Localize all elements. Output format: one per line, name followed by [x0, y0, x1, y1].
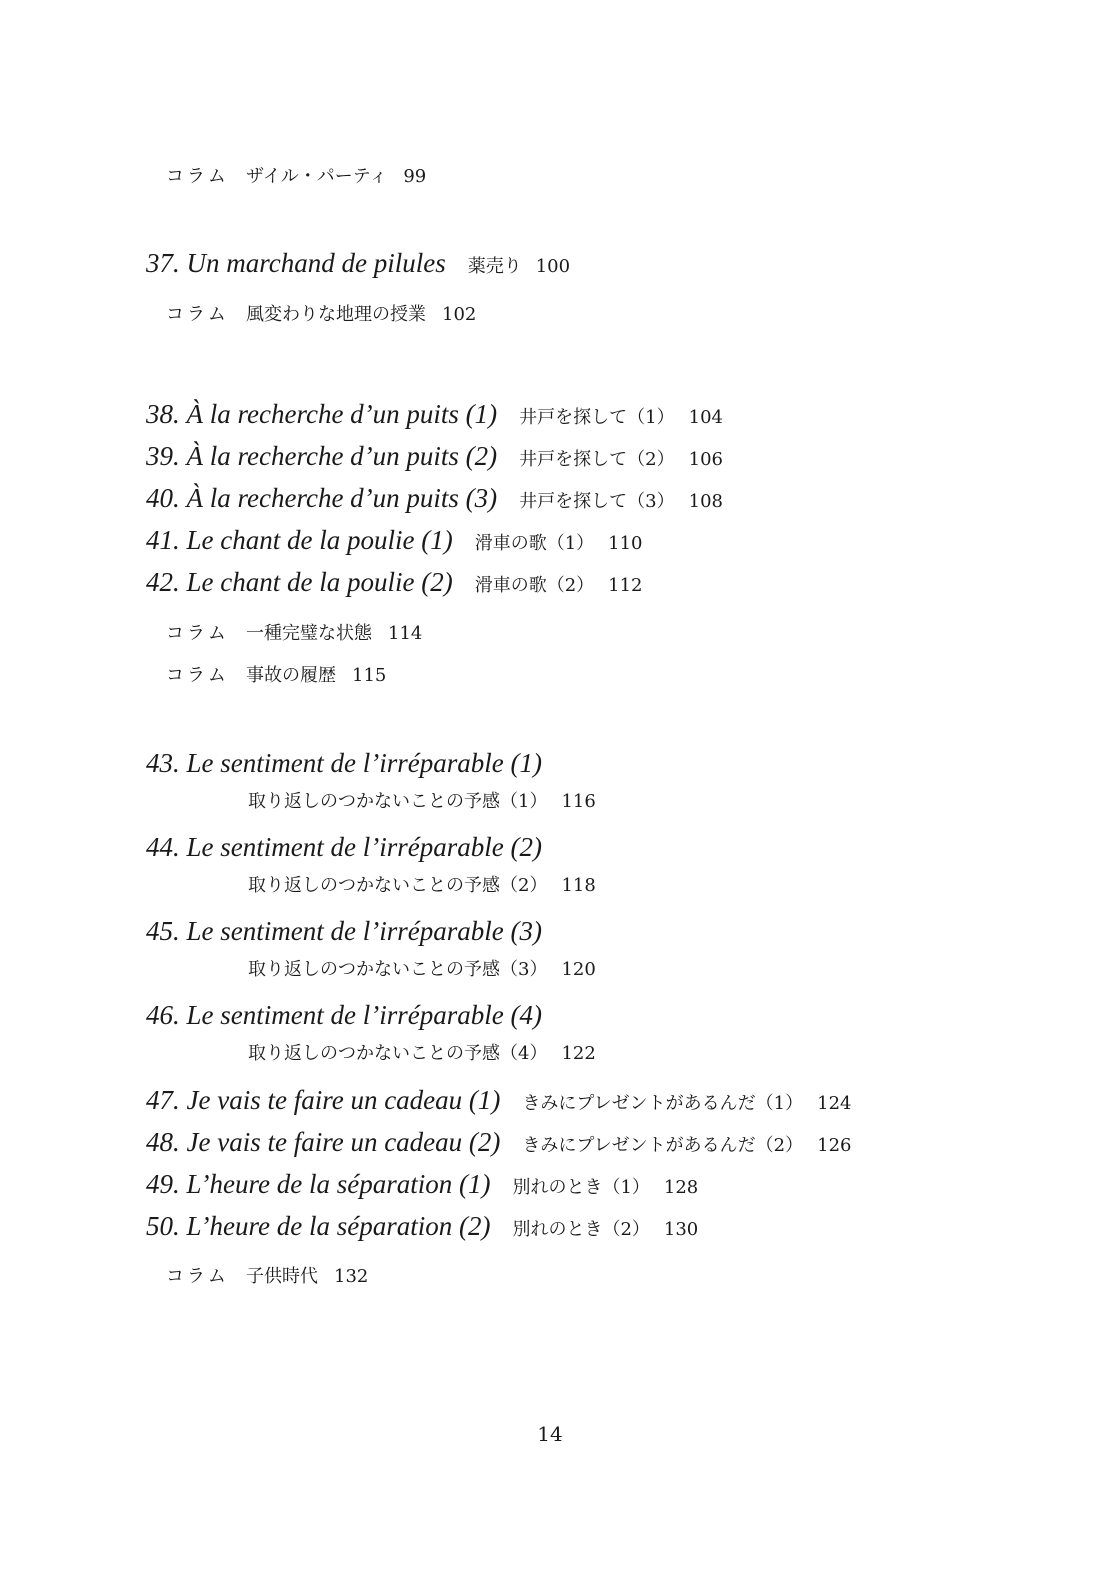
- column-title: 風変わりな地理の授業: [246, 304, 426, 325]
- column-page: 114: [388, 623, 423, 644]
- chapter-entry: [146, 746, 542, 781]
- column-entry: [166, 661, 386, 687]
- chapter-title-jp: 別れのとき（2）: [512, 1219, 650, 1240]
- chapter-title-fr: 50. L’heure de la séparation (2): [146, 1211, 491, 1241]
- chapter-page: 128: [663, 1177, 699, 1198]
- page-number: 14: [537, 1422, 563, 1446]
- chapter-title-fr: 38. À la recherche d’un puits (1): [146, 399, 498, 429]
- chapter-entry: [146, 439, 723, 477]
- chapter-entry: [146, 1209, 698, 1247]
- chapter-title-jp: 取り返しのつかないことの予感（2）: [248, 875, 548, 896]
- column-title: ザイル・パーティ: [246, 166, 388, 187]
- chapter-entry: [146, 830, 542, 865]
- column-page: 102: [442, 304, 477, 325]
- chapter-title-fr: 39. À la recherche d’un puits (2): [146, 441, 498, 471]
- chapter-title-fr: 46. Le sentiment de l’irréparable (4): [146, 1000, 542, 1030]
- chapter-page: 126: [817, 1135, 852, 1156]
- chapter-title-jp: 別れのとき（1）: [512, 1177, 650, 1198]
- chapter-title-fr: 43. Le sentiment de l’irréparable (1): [146, 748, 542, 778]
- column-page: 115: [352, 665, 387, 686]
- chapter-title-fr: 45. Le sentiment de l’irréparable (3): [146, 916, 542, 946]
- chapter-title-jp: 取り返しのつかないことの予感（4）: [248, 1043, 548, 1064]
- chapter-page: 110: [608, 533, 643, 554]
- column-entry: [166, 162, 426, 188]
- column-entry: [166, 619, 422, 645]
- chapter-entry: [146, 397, 723, 435]
- chapter-title-jp: 滑車の歌（2）: [474, 575, 595, 596]
- chapter-page: 118: [561, 875, 596, 896]
- chapter-entry: [146, 481, 723, 519]
- chapter-title-fr: 49. L’heure de la séparation (1): [146, 1169, 491, 1199]
- column-title: 一種完璧な状態: [246, 623, 372, 644]
- column-label: コラム: [166, 1266, 229, 1287]
- chapter-entry: [146, 565, 643, 603]
- chapter-subtitle: [248, 871, 596, 897]
- chapter-page: 108: [688, 491, 723, 512]
- column-label: コラム: [166, 304, 229, 325]
- chapter-title-jp: 滑車の歌（1）: [474, 533, 595, 554]
- chapter-title-jp: 井戸を探して（3）: [519, 491, 675, 512]
- chapter-title-jp: きみにプレゼントがあるんだ（1）: [522, 1093, 804, 1114]
- chapter-entry: [146, 914, 542, 949]
- column-label: コラム: [166, 166, 229, 187]
- chapter-subtitle: [248, 1039, 596, 1065]
- chapter-page: 112: [608, 575, 643, 596]
- chapter-title-jp: 取り返しのつかないことの予感（3）: [248, 959, 548, 980]
- chapter-page: 106: [688, 449, 723, 470]
- chapter-title-fr: 41. Le chant de la poulie (1): [146, 525, 453, 555]
- chapter-subtitle: [248, 787, 596, 813]
- chapter-page: 100: [535, 256, 571, 277]
- chapter-subtitle: [248, 955, 596, 981]
- chapter-title-fr: 48. Je vais te faire un cadeau (2): [146, 1127, 501, 1157]
- chapter-entry: [146, 1125, 851, 1163]
- chapter-title-jp: 取り返しのつかないことの予感（1）: [248, 791, 548, 812]
- chapter-page: 130: [663, 1219, 699, 1240]
- chapter-entry: [146, 246, 570, 284]
- chapter-page: 124: [817, 1093, 852, 1114]
- chapter-title-fr: 40. À la recherche d’un puits (3): [146, 483, 498, 513]
- chapter-title-fr: 42. Le chant de la poulie (2): [146, 567, 453, 597]
- column-label: コラム: [166, 665, 229, 686]
- chapter-title-jp: 井戸を探して（1）: [519, 407, 675, 428]
- column-title: 事故の履歴: [246, 665, 336, 686]
- chapter-title-jp: きみにプレゼントがあるんだ（2）: [522, 1135, 804, 1156]
- chapter-entry: [146, 1167, 698, 1205]
- chapter-page: 116: [561, 791, 596, 812]
- chapter-title-jp: 井戸を探して（2）: [519, 449, 675, 470]
- chapter-entry: [146, 998, 542, 1033]
- column-page: 99: [403, 166, 427, 187]
- chapter-page: 104: [688, 407, 723, 428]
- column-label: コラム: [166, 623, 229, 644]
- chapter-page: 122: [561, 1043, 596, 1064]
- chapter-title-fr: 47. Je vais te faire un cadeau (1): [146, 1085, 501, 1115]
- chapter-title-fr: 44. Le sentiment de l’irréparable (2): [146, 832, 542, 862]
- chapter-title-fr: 37. Un marchand de pilules: [146, 248, 446, 278]
- chapter-entry: [146, 1083, 851, 1121]
- column-entry: [166, 300, 476, 326]
- chapter-entry: [146, 523, 643, 561]
- chapter-title-jp: 薬売り: [467, 256, 522, 277]
- column-page: 132: [334, 1266, 369, 1287]
- column-entry: [166, 1262, 368, 1288]
- chapter-page: 120: [561, 959, 596, 980]
- column-title: 子供時代: [246, 1266, 318, 1287]
